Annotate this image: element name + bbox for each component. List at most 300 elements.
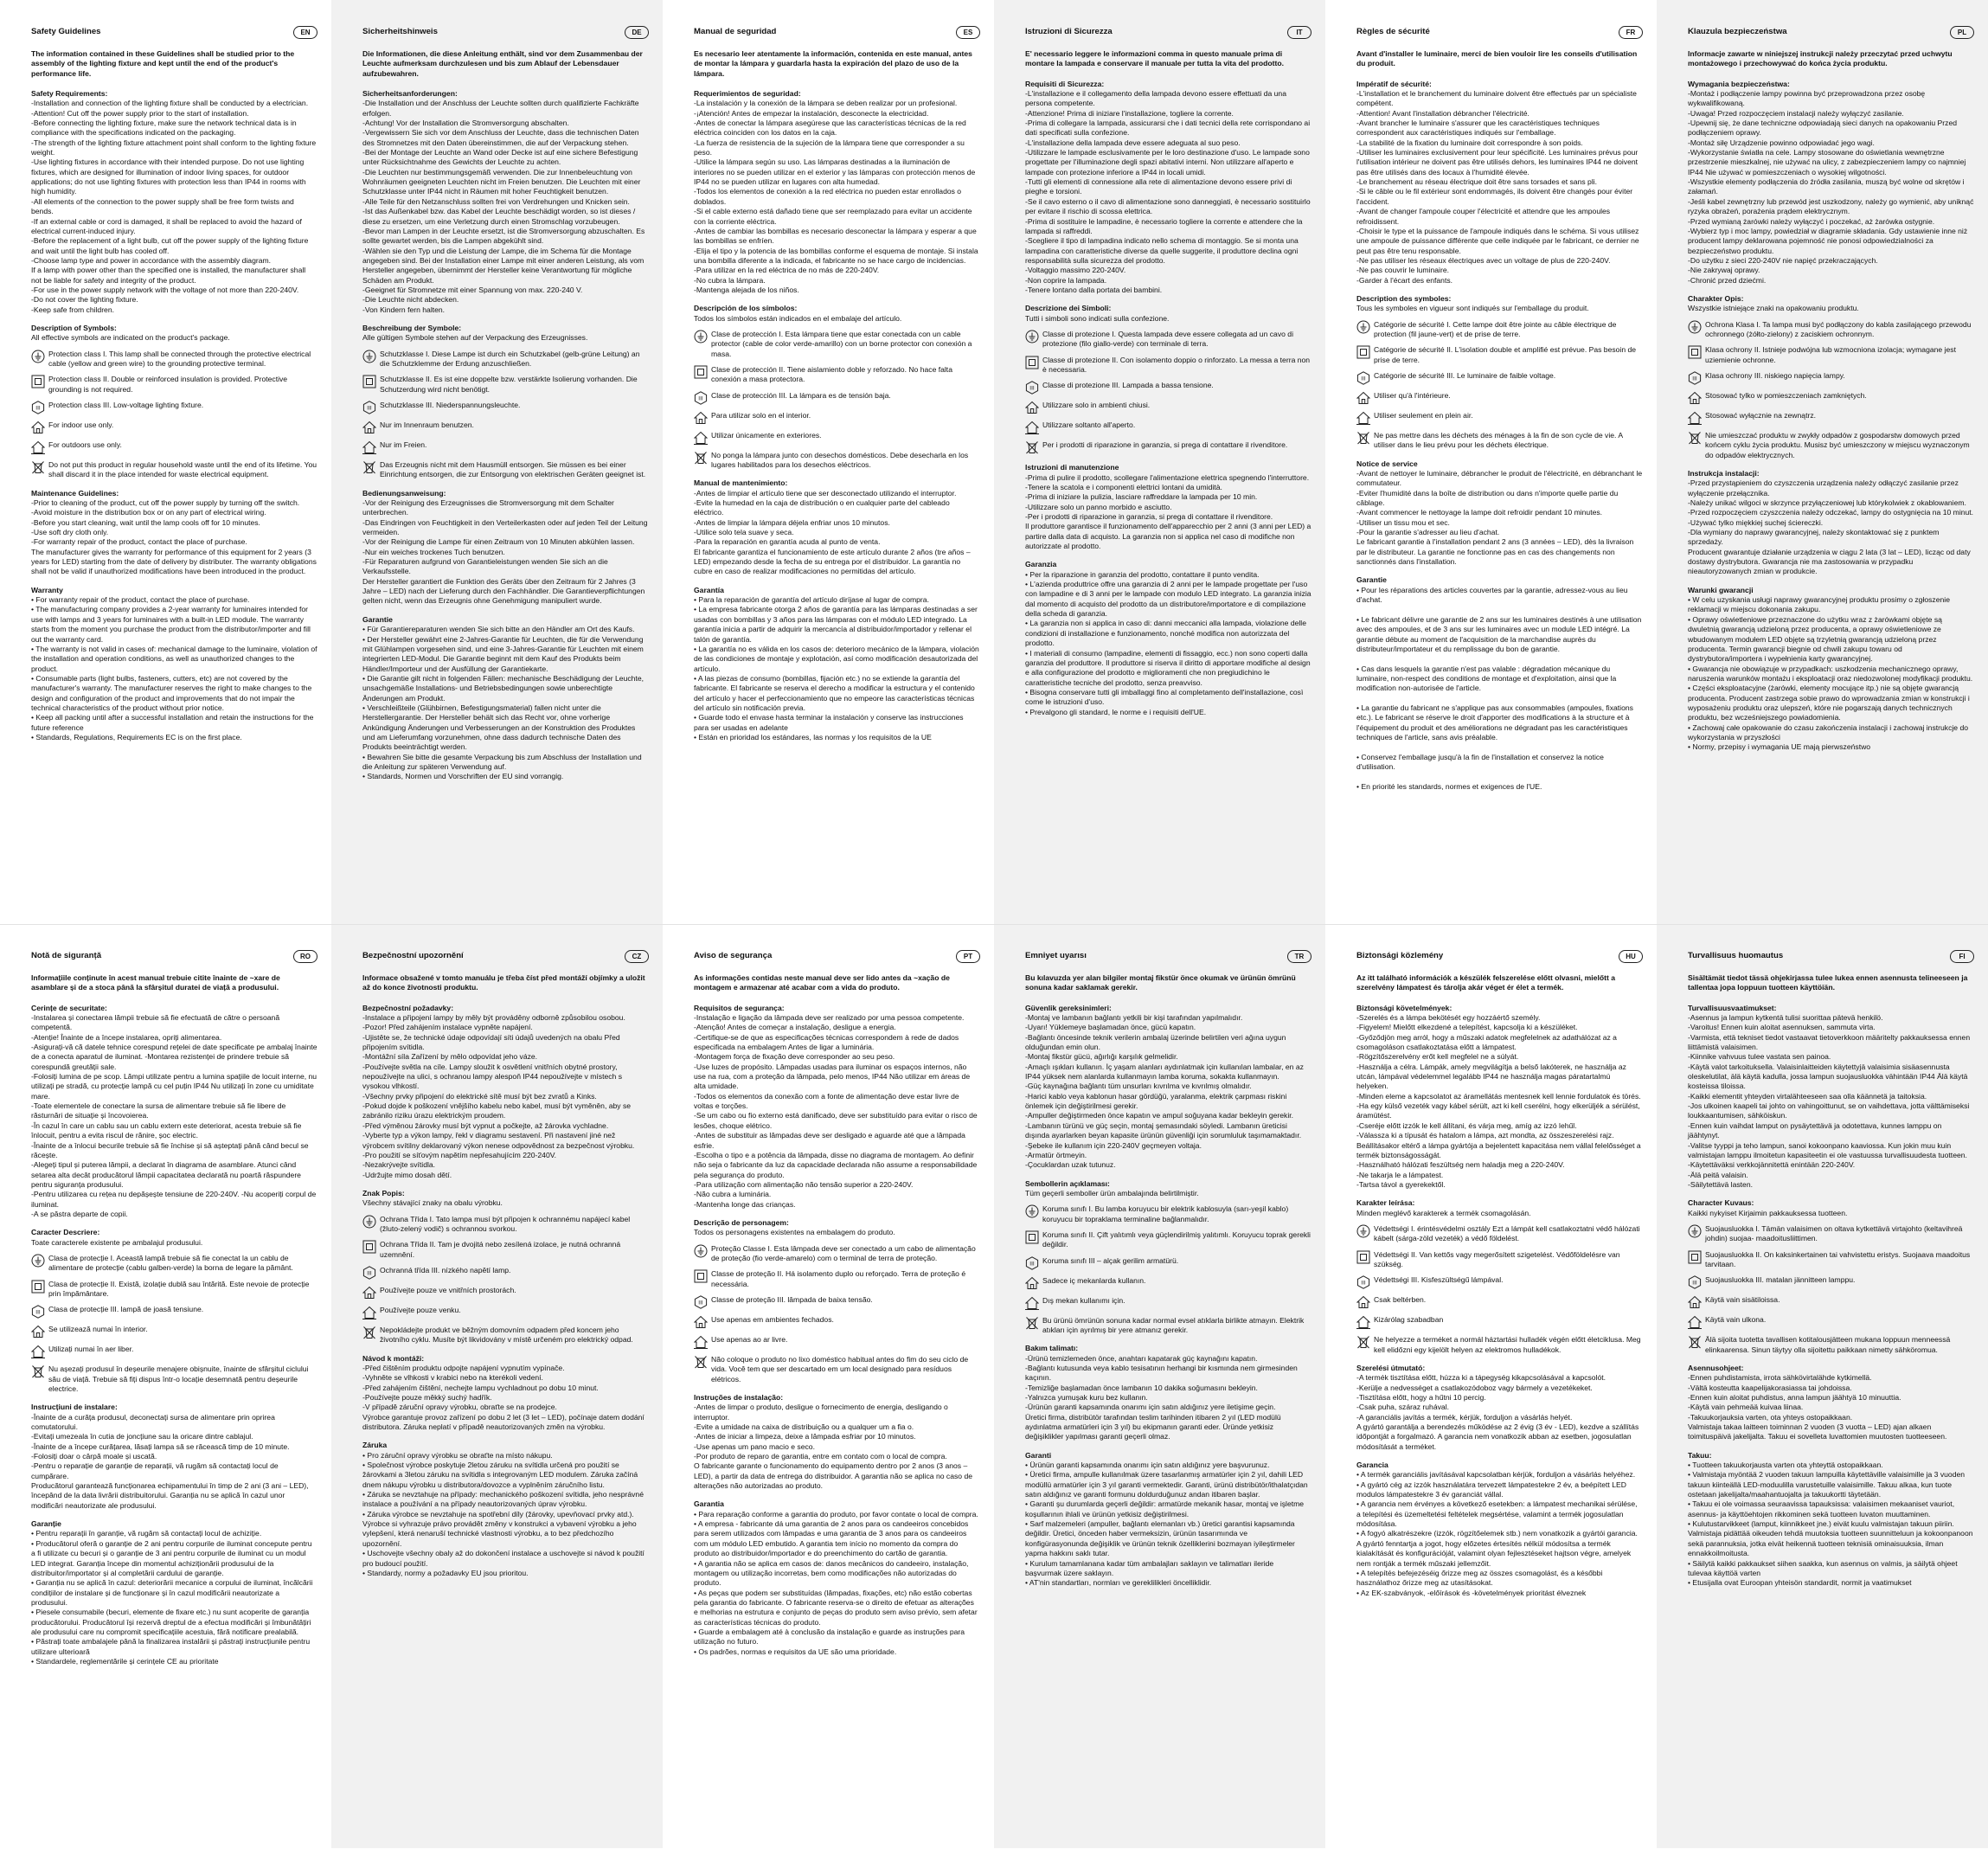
crossed-bin-icon (362, 460, 376, 474)
symbol-row (31, 401, 317, 414)
symbol-description: Nur im Innenraum benutzen. (380, 421, 474, 429)
section-heading: Safety Requirements: (31, 89, 108, 99)
outdoor-house-icon (362, 440, 376, 454)
class-1-icon (694, 330, 708, 343)
symbol-description: Používejte pouze ve vnitřních prostorách. (380, 1285, 516, 1294)
class-3-icon (362, 1266, 376, 1280)
section-heading: Cerințe de securitate: (31, 1003, 107, 1012)
crossed-bin-icon (1688, 1335, 1702, 1349)
symbol-description: Kizárólag szabadban (1374, 1315, 1444, 1325)
section-text: -Przed przystąpieniem do czyszczenia urządzenia należy odłączyć zasilanie przez wyłączenie przełącznika. -Należy unikać wilgoci w skrzynce przyłączeniowej lub którykolwiek z okablowaniem. -Przed rozpoczęciem czyszczenia należy odczekać, lampy do ostygnięcia na 10 minut. -Używać tylko miękkiej suchej ściereczki. -Dla wymiany do naprawy gwarancyjnej, należy skontaktować się z punktem sprzedaży. Producent gwarantuje działanie urządzenia w ciągu 2 lata (3 lat – LED), licząc od daty dostawy dystrybutora. Gwarancja nie ma zastosowania w przypadku nieautoryzowanych zmian w produkcie. (1688, 478, 1974, 576)
symbol-row (362, 350, 649, 369)
symbol-description: Bu ürünü ömrünün sonuna kadar normal evsel atıklarla birlikte atmayın. Elektrik atıkları için ayrılmış bir yere atmanız gerekir. (1042, 1315, 1305, 1334)
section-heading: Takuu: (1688, 1450, 1712, 1460)
symbol-row (1688, 1275, 1974, 1289)
class-1-icon (1356, 320, 1370, 334)
section-heading: Wymagania bezpieczeństwa: (1688, 79, 1790, 88)
bottom-row (0, 924, 1988, 1848)
outdoor-house-icon (1688, 411, 1702, 425)
section-text: -Antes de limpar o produto, desligue o fornecimento de energia, desligando o interruptor. -Evite a umidade na caixa de distribuição ou a qualquer um a fia o. -Antes de iniciar a limpeza, deixe a lâmpada esfriar por 10 minutos. -Use apenas um pano macio e seco. -Por produto de reparo de garantia, entre em contato com o local de compra. O fabricante garante o funcionamento do equipamento dentro por 2 anos (3 anos – LED), a partir da data de entrega do distribuidor. A garantia não se aplica no caso de alterações não autorizadas ao produto. (694, 1403, 973, 1491)
symbol-description: Klasa ochrony II. Istnieje podwójna lub wzmocniona izolacja; wymagane jest uziemienie ochronne. (1705, 345, 1956, 364)
symbol-row (1025, 421, 1311, 434)
maintenance-warranty-block (1688, 469, 1974, 753)
intro-text: Az itt található információk a készülék felszerelése előtt olvasni, mielőtt a szerelvény lámpatest és tárolja akár véget ér élet a termék. (1356, 973, 1615, 992)
symbol-description: Classe di protezione III. Lampada a bassa tensione. (1042, 381, 1214, 390)
column-title: Aviso de segurança (694, 951, 773, 961)
column-header (31, 26, 317, 39)
section-heading: Requisitos de segurança: (694, 1003, 785, 1012)
section-heading: Istruzioni di manutenzione (1025, 463, 1119, 472)
symbol-row (1688, 1250, 1974, 1270)
class-3-icon (694, 1295, 708, 1309)
symbol-description: Não coloque o produto no lixo doméstico habitual antes do fim do seu ciclo de vida. Você tem que ser descartado em um local designado para resíduos elétricos. (711, 1354, 969, 1384)
symbol-row (1356, 320, 1643, 340)
section-text: -Antes de limpiar el artículo tiene que ser desconectado utilizando el interruptor. -Evite la humedad en la caja de distribución o en cualquier parte del cableado eléctrico. -Antes de limpiar la lámpara déjela enfriar unos 10 minutos. -Utilice solo tela suave y seca. -Para la reparación en garantía acuda al punto de venta. El fabricante garantiza el funcionamiento de este artículo durante 2 años (tre años – LED) empezando desde la fecha de su entrega por el distribuidor. La garantía no cubre en caso de realizar modificaciones no permitidas del artículo. (694, 488, 971, 576)
outdoor-house-icon (31, 1345, 45, 1358)
section-text: Alle gültigen Symbole stehen auf der Verpackung des Erzeugnisses. (362, 333, 588, 343)
symbol-row (1356, 1315, 1643, 1329)
language-badge: CZ (625, 950, 649, 963)
column-title: Safety Guidelines (31, 27, 101, 37)
section-text: • Para reparação conforme a garantia do produto, por favor contate o local de compra. • A empresa - fabricante dá uma garantia de 2 anos para os candeeiros concebidos para serem utilizados com lâmpadas e uma garantia de 3 anos para os candeeiros com um módulo LED embutido. A garantia tem início no momento da compra do produto ao distribuidor/importador e do preenchimento do cartão de garantia. • A garantia não se aplica em casos de: danos mecânicos do candeeiro, instalação, montagem ou utilização incorretas, bem como modificações não autorizadas do produto. • As peças que podem ser substituídas (lâmpadas, fixações, etc) não estão cobertas pela garantia do fabricante. O fabricante reserva-se o direito de efetuar as alterações e melhorias na estrutura e conjunto de peças do produto sem aviso prévio, sem afetar as características técnicas do produto. • Guarde a embalagem até à conclusão da instalação e guarde as instruções para utilização no futuro. • Os padrões, normas e requisitos da UE são uma prioridade. (694, 1509, 978, 1656)
outdoor-house-icon (31, 440, 45, 454)
class-1-icon (1025, 330, 1039, 343)
language-column-cz (331, 924, 663, 1848)
column-header (694, 26, 980, 39)
section-heading: Znak Popis: (362, 1188, 405, 1197)
symbol-description: Nur im Freien. (380, 440, 427, 449)
symbol-row (694, 411, 980, 425)
class-1-icon (31, 1254, 45, 1268)
column-header (1356, 950, 1643, 963)
symbol-row (31, 1325, 317, 1339)
intro-text: As informações contidas neste manual deve ser lido antes da ~xação de montagem e armazenar até acabar com a vida do produto. (694, 973, 950, 992)
svg-text:III: III (367, 405, 372, 412)
section-text: -Înainte de a curăța produsul, deconectați sursa de alimentare prin oprirea comutatorului. -Evitați umezeala în cutia de joncțiune sau la oricare dintre cablajul. -Înainte de a începe curățarea, lăsați lampa să se răcească timp de 10 minute. -Folosiți doar o cârpă moale și uscată. -Pentru o reparație de garanție de reparații, vă rugăm să contactați locul de cumpărare. Producătorul garantează funcționarea echipamentului în timp de 2 ani (3 ani – LED), începând de la data livrării distribuitorului. Garanția nu se aplică în cazul unor modificări neautorizate ale produsului. (31, 1412, 309, 1510)
section-text: -Installation and connection of the lighting fixture shall be conducted by a electrician. -Attention! Cut off the power supply prior to the start of installation. -Before connecting the lighting fixture, make sure the network technical data is in compliance with the specifications indicated on the packaging. -The strength of the lighting fixture attachment point shall conform to the lighting fixture weight. -Use lighting fixtures in accordance with their intended purpose. Do not use lighting fixtures, which are designed for illumination of indoor living spaces, for outdoor applications; do not use lighting fixtures with protection less than IP44 in rooms with high humidity. -All elements of the connection to the power supply shall be free form twists and bends. -If an external cable or cord is damaged, it shall be replaced to avoid the hazard of electrical current-induced injury. -Before the replacement of a light bulb, cut off the power supply of the lighting fixture and wait until the light bulb has cooled off. -Choose lamp type and power in accordance with the assembly diagram. If a lamp with power other than the specified one is installed, the manufacturer shall not be liable for safety and integrity of the product. -For use in the power supply network with the voltage of not more than 220-240V. -Do not cover the lighting fixture. -Keep safe from children. (31, 99, 317, 314)
section-text: -A termék tisztítása előtt, húzza ki a tápegység kikapcsolásával a kapcsolót. -Kerülje a nedvességet a csatlakozódoboz vagy bármely a vezetékeket. -Tisztítása előtt, hogy a hűtni 10 percig. -Csak puha, száraz ruhával. -A garanciális javítás a termék, kérjük, forduljon a vásárlás helyét. A gyártó garantálja a berendezés működése az 2 évig (3 év - LED), kezdve a szállítás időpontját a forgalmazó. A garancia nem vonatkozik abban az esetben, jogosulatlan módosítását a terméket. (1356, 1373, 1639, 1451)
symbol-description: Classe de proteção II. Há isolamento duplo ou reforçado. Terra de proteção é necessária. (711, 1269, 966, 1288)
class-3-icon (31, 1305, 45, 1319)
language-badge: ES (956, 26, 980, 39)
requirements-block (31, 1004, 317, 1248)
symbol-description: For indoor use only. (48, 421, 114, 429)
symbol-row (31, 1280, 317, 1300)
symbol-row (1688, 1315, 1974, 1329)
symbol-description: Utiliser qu'à l'intérieure. (1374, 390, 1451, 400)
maintenance-warranty-block (1356, 459, 1643, 792)
column-title: Règles de sécurité (1356, 27, 1430, 37)
symbol-description: Classe de proteção III. lâmpada de baixa tensão. (711, 1294, 873, 1304)
symbol-description: Védettségi I. érintésvédelmi osztály Ezt a lámpát kell csatlakoztatni védő hálózati kábelt (sárga-zöld vezeték) a védő földelést. (1374, 1223, 1640, 1243)
symbol-row (1356, 1335, 1643, 1355)
section-heading: Bedienungsanweisung: (362, 488, 446, 498)
symbol-list (362, 350, 649, 480)
section-text: -Montaż i podłączenie lampy powinna być przeprowadzona przez osobę wykwalifikowaną. -Uwaga! Przed rozpoczęciem instalacji należy wyłączyć zasilanie. -Upewnij się, że dane techniczne odpowiadają sieci danych na opakowaniu Przed podłączeniem oprawy. -Montaż siłę Urządzenie powinno odpowiadać jego wagi. -Wykorzystanie światła na cele. Lampy stosowane do oświetlania wewnętrzne przestrzenie mieszkalnej, nie używać na ulicy, z zabezpieczeniem lampy co najmniej IP44 Nie używać w pomieszczeniach o wysokiej wilgotności. -Wszystkie elementy podłączenia do źródła zasilania, muszą być wolne od skrętów i załamań. -Jeśli kabel zewnętrzny lub przewód jest uszkodzony, należy go wymienić, aby uniknąć ryzyka obrażeń, porażenia prądem elektrycznym. -Przed wymianą żarówki należy wyłączyć i poczekać, aż żarówka ostygnie. -Wybierz typ i moc lampy, powiedział w diagramie składania. Gdy ustawienie inne niż producent lampy deklarowana pojemność nie ponosi odpowiedzialności za bezpieczeństwo produktu. -Do użytku z sieci 220-240V nie napięć przekraczających. -Nie zakrywaj oprawy. -Chronić przed dziećmi. (1688, 89, 1974, 285)
symbol-row (694, 1335, 980, 1349)
outdoor-house-icon (1356, 411, 1370, 425)
symbol-description: Suojausluokka II. On kaksinkertainen tai vahvistettu eristys. Suojaava maadoitus tarvitaan. (1705, 1249, 1971, 1268)
symbol-description: Se utilizează numai în interior. (48, 1325, 148, 1334)
symbol-list (1025, 330, 1311, 454)
crossed-bin-icon (1025, 1316, 1039, 1330)
column-header (1688, 26, 1974, 39)
svg-text:III: III (1361, 376, 1366, 382)
symbol-row (1025, 401, 1311, 414)
symbol-row (1688, 431, 1974, 460)
indoor-house-icon (31, 1325, 45, 1339)
class-3-icon (694, 391, 708, 405)
symbol-description: No ponga la lámpara junto con desechos domésticos. Debe desecharla en los lugares habilitados para los desechos eléctricos. (711, 450, 969, 469)
section-text: • Pro záruční opravy výrobku se obraťte na místo nákupu. • Společnost výrobce poskytuje 2letou záruku na svítidla určená pro použití se žárovkami a 3letou záruku na svítidla s integrovaným LED modulem. Záruka začíná dnem nákupu výrobku u distributora/dovozce a vyplněním záručního listu. • Záruka se nevztahuje na případy: mechanického poškození svítidla, jeho nesprávné instalace a používání a na případy neautorizovaných úprav výrobku. • Záruka výrobce se nevztahuje na spotřební díly (žárovky, upevňovací prvky atd.). Výrobce si vyhrazuje právo provádět změny v konstrukci a vybavení výrobku a jeho vylepšení, která nenaruší technické vlastnosti výrobku, a to bez předchozího upozornění. • Uschovejte všechny obaly až do dokončení instalace a uschovejte si návod k použití pro budoucí použití. • Standardy, normy a požadavky EU jsou prioritou. (362, 1450, 644, 1577)
outdoor-house-icon (362, 1306, 376, 1319)
class-3-icon (1356, 371, 1370, 385)
language-column-pt (663, 924, 994, 1848)
section-text: • W celu uzyskania usługi naprawy gwarancyjnej produktu prosimy o zgłoszenie reklamacji w miejscu dokonania zakupu. • Oprawy oświetleniowe przeznaczone do użytku wraz z żarówkami objęte są dwuletnią gwarancją udzieloną przez producenta, a oprawy oświetleniowe ze wbudowanym modułem LED objęte są trzyletnią gwarancją udzieloną przez producenta. Termin gwarancji biegnie od chwili zakupu towaru od dystrybutora/importera i wypełnienia karty gwarancyjnej. • Gwarancja nie obowiązuje w przypadkach: uszkodzenia mechanicznego oprawy, naruszenia warunków montażu i eksploatacji oraz niedozwolonej modyfikacji produktu. • Części eksploatacyjne (żarówki, elementy mocujące itp.) nie są objęte gwarancją producenta. Producent zastrzega sobie prawo do wprowadzania zmian w konstrukcji i wyposażeniu produktu oraz ulepszeń, które nie pogarszają danych technicznych produktu, bez wcześniejszego powiadomienia. • Zachowaj całe opakowanie do czasu zakończenia instalacji i zachowaj instrukcje do wykorzystania w przyszłości • Normy, przepisy i wymagania UE mają pierwszeństwo (1688, 595, 1973, 752)
symbol-list (1025, 1204, 1311, 1335)
section-text: • Per la riparazione in garanzia del prodotto, contattare il punto vendita. • L'azienda produttrice offre una garanzia di 2 anni per le lampade progettate per l'uso con lampadine e di 3 anni per le lampade con modulo LED integrato. La garanzia inizia dal momento di acquisto del prodotto da un distributore/importatore e di compilazione della scheda di garanzia. • La garanzia non si applica in caso di: danni meccanici alla lampada, violazione delle condizioni di installazione e funzionamento, nonché modifica non autorizzata del prodotto. • I materiali di consumo (lampadine, elementi di fissaggio, ecc.) non sono coperti dalla garanzia del produttore. Il produttore si riserva il diritto di apportare modifiche al design e alla configurazione del prodotto e miglioramenti che non pregiudichino le caratteristiche tecniche del prodotto, senza preavviso. • Bisogna conservare tutti gli imballaggi fino al completamento dell'installazione, così come le istruzioni d'uso. • Prevalgono gli standard, le norme e i requisiti dell'UE. (1025, 569, 1311, 716)
column-title: Sicherheitshinweis (362, 27, 438, 37)
class-2-icon (694, 365, 708, 379)
crossed-bin-icon (694, 1355, 708, 1369)
maintenance-warranty-block (694, 1393, 980, 1657)
symbol-row (694, 1355, 980, 1384)
symbol-row (694, 431, 980, 445)
section-heading: Bezpečnostní požadavky: (362, 1003, 454, 1012)
svg-text:III: III (35, 405, 41, 412)
symbol-row (1356, 1224, 1643, 1244)
symbol-description: Para utilizar solo en el interior. (711, 410, 811, 420)
symbol-row (1356, 371, 1643, 385)
maintenance-warranty-block (31, 1403, 317, 1666)
class-2-icon (1356, 1250, 1370, 1264)
section-heading: Turvallisuusvaatimukset: (1688, 1003, 1777, 1012)
section-text: Todos los símbolos están indicados en el embalaje del artículo. (694, 313, 902, 323)
section-text: -Avant de nettoyer le luminaire, débrancher le produit de l'électricité, en débranchant le commutateur. -Eviter l'humidité dans la boîte de distribution ou dans n'importe quelle partie du câblage. -Avant commencer le nettoyage la lampe doit refroidir pendant 10 minutes. -Utiliser un tissu mou et sec. -Pour la garantie s'adresser au lieu d'achat. Le fabricant garantie à l'installation pendant 2 ans (3 années – LED), dès la livraison par le distributeur. La garantie ne fonctionne pas en cas des changements non sanctionnés dans l'installation. (1356, 469, 1643, 567)
crossed-bin-icon (1356, 1335, 1370, 1349)
intro-text: The information contained in these Guidelines shall be studied prior to the assembly of the lighting fixture and kept until the end of the product's performance life. (31, 49, 295, 78)
intro-text: Informațiile conținute în acest manual trebuie citite înainte de ~xare de asamblare și de a stoca până la sfârșitul duratei de viață a produsului. (31, 973, 280, 992)
symbol-list (31, 350, 317, 480)
symbol-description: Suojausluokka I. Tämän valaisimen on oltava kytkettävä virtajohto (keltavihreä johdin) suojaa- maadoitusliittimen. (1705, 1223, 1963, 1243)
column-header (1025, 26, 1311, 39)
symbol-row (31, 1254, 317, 1274)
class-2-icon (31, 1280, 45, 1294)
symbol-description: Klasa ochrony III. niskiego napięcia lampy. (1705, 370, 1845, 380)
section-text: -L'installazione e il collegamento della lampada devono essere effettuati da una persona competente. -Attenzione! Prima di iniziare l'installazione, togliere la corrente. -Prima di collegare la lampada, assicurarsi che i dati tecnici della rete corrispondano ai dati specificati sulla confezione. -L'installazione della lampada deve essere adeguata al suo peso. -Utilizzare le lampade esclusivamente per le loro destinazione d'uso. Le lampade sono progettate per l'illuminazione degli spazi abitativi interni. Non utilizzare all'aperto e lampade con protezione inferiore a IP44 in locali umidi. -Tutti gli elementi di connessione alla rete di alimentazione devono essere privi di pieghe e torsioni. -Se il cavo esterno o il cavo di alimentazione sono danneggiati, è necessario sostituirlo per evitare il rischio di scossa elettrica. -Prima di sostituire le lampadine, è necessario togliere la corrente e attendere che la lampada si raffreddi. -Scegliere il tipo di lampadina indicato nello schema di montaggio. Se si monta una lampadina con caratteristiche diverse da quelle suggerite, il produttore declina ogni responsabilità sulla sicurezza del prodotto. -Voltaggio massimo 220-240V. -Non coprire la lampada. -Tenere lontano dalla portata dei bambini. (1025, 89, 1311, 294)
symbol-description: Utilizzare solo in ambienti chiusi. (1042, 401, 1151, 410)
symbol-description: Protection class III. Low-voltage lighting fixture. (48, 401, 204, 409)
column-header (362, 26, 649, 39)
section-text: -Ürünü temizlemeden önce, anahtarı kapatarak güç kaynağını kapatın. -Bağlantı kutusunda veya kablo tesisatının herhangi bir kısmında nem girmesinden kaçının. -Temizliğe başlamadan önce lambanın 10 dakika soğumasını bekleyin. -Yalnızca yumuşak kuru bez kullanın. -Ürünün garanti kapsamında onarımı için satın aldığınız yere iletişime geçin. Üretici firma, distribütör tarafından teslim tarihinden itibaren 2 yıl (LED modülü aydınlatma armatürleri için 3 yıl) bu ekipmanın garanti eder. Üründe yetkisiz değişiklikler yapılması garanti geçerli olmaz. (1025, 1353, 1298, 1441)
section-heading: Instrukcja instalacji: (1688, 469, 1760, 478)
section-heading: Garanti (1025, 1450, 1052, 1460)
symbol-row (362, 401, 649, 414)
section-text: • Pentru reparații în garanție, vă rugăm să contactați locul de achiziție. • Producătorul oferă o garanție de 2 ani pentru corpurile de iluminat concepute pentru a fi utilizate cu becuri și o garanție de 3 ani pentru corpurile de iluminat cu un modul LED integrat. Garanția începe din momentul achiziționării produsului de la distribuitor/importator și al completării cardului de garanție. • Garanția nu se aplică în cazul: deteriorării mecanice a corpului de iluminat, încălcării condițiilor de instalare și de funcționare și în cazul modificării neautorizate a produsului. • Piesele consumabile (becuri, elemente de fixare etc.) nu sunt acoperite de garanția producătorului. Producătorul își rezervă dreptul de a efectua modificări și îmbunătățiri ale produsului care nu compromit specificațiile acestuia, fără notificare prealabilă. • Păstrați toate ambalajele până la finalizarea instalării și păstrați instrucțiunile pentru utilizare ulterioară • Standardele, reglementările și cerințele CE au prioritate (31, 1529, 313, 1666)
symbol-description: Protection class I. This lamp shall be connected through the protective electrical cable (yellow and green wire) to the grounding protective terminal. (48, 349, 311, 368)
maintenance-warranty-block (1025, 1344, 1311, 1588)
column-header (694, 950, 980, 963)
requirements-block (694, 1004, 980, 1238)
symbol-row (362, 440, 649, 454)
symbol-row (1688, 320, 1974, 340)
symbol-row (1688, 1224, 1974, 1244)
symbol-row (362, 1326, 649, 1345)
language-column-pl (1657, 0, 1988, 924)
section-heading: Garantia (694, 1499, 724, 1509)
class-2-icon (362, 1240, 376, 1254)
language-badge: FI (1950, 950, 1974, 963)
class-3-icon (1025, 1256, 1039, 1270)
symbol-row (362, 1266, 649, 1280)
section-heading: Garanzia (1025, 560, 1057, 569)
intro-text: Es necesario leer atentamente la información, contenida en este manual, antes de montar la lámpara y guardarla hasta la expiración del plazo de uso de la lámpara. (694, 49, 972, 78)
indoor-house-icon (362, 1286, 376, 1300)
indoor-house-icon (1025, 401, 1039, 414)
symbol-description: Käytä vain sisätiloissa. (1705, 1295, 1780, 1305)
class-1-icon (362, 350, 376, 363)
requirements-block (362, 89, 649, 343)
section-text: Tüm geçerli semboller ürün ambalajında belirtilmiştir. (1025, 1188, 1199, 1197)
symbol-description: Clasa de protecție II. Există, izolație dublă sau întărită. Este nevoie de protecție prin împământare. (48, 1279, 310, 1298)
language-badge: IT (1287, 26, 1311, 39)
class-1-icon (1356, 1224, 1370, 1238)
requirements-block (1688, 80, 1974, 314)
section-text: -Asennus ja lampun kytkentä tulisi suorittaa pätevä henkilö. -Varoitus! Ennen kuin aloitat asennuksen, sammuta virta. -Varmista, että tekniset tiedot vastaavat tietoverkkoon määritelty pakkauksessa ennen liittämistä valaisimen. -Kiinnike vahvuus tulee vastata sen painoa. -Käytä valot tarkoituksella. Valaisinlaitteiden käytettyjä valaisimia sisäasennusta oleskelutilat, älä käytä kadulla, jossa lampun suojausluokka vähintään IP44 Älä käytä kosteissa tiloissa. -Kaikki elementit yhteyden virtalähteeseen saa olla käännetä ja taitoksia. -Jos ulkoinen kaapeli tai johto on vahingoittunut, se on vaihdettava, jotta välttämiseksi loukkaantumisen, sähköiskun. -Ennen kuin vaihdat lamput on pysäytettävä ja odotettava, kunnes lamppu on jäähtynyt. -Valitse tyyppi ja teho lampun, sanoi kokoonpano kaaviossa. Kun jokin muu kuin valmistajan lamppu ilmoitetun kapasiteetin ei ole vastuussa turvallisuudesta tuotteen. -Käytettäväksi verkkojännitettä enintään 220-240V. -Älä peitä valaisin. -Säilytettävä lasten. (1688, 1013, 1971, 1189)
top-row (0, 0, 1988, 924)
intro-text: Bu kılavuzda yer alan bilgiler montaj fikstür önce okumak ve ürünün ömrünü sonuna kadar saklamak gerekir. (1025, 973, 1296, 992)
symbol-description: Do not put this product in regular household waste until the end of its lifetime. You shall discard it in the place intended for waste electrical equipment. (48, 460, 317, 479)
section-text: Toate caracterele existente pe ambalajul produsului. (31, 1237, 203, 1247)
symbol-description: Koruma sınıfı III – alçak gerilim armatürü. (1042, 1255, 1179, 1265)
svg-text:III: III (1361, 1280, 1366, 1287)
symbol-row (362, 460, 649, 480)
symbol-description: Ochrana Třída II. Tam je dvojitá nebo zesílená izolace, je nutná ochranná uzemnění. (380, 1240, 621, 1259)
symbol-row (1025, 1230, 1311, 1250)
column-header (31, 950, 317, 963)
symbol-description: Classe di protezione I. Questa lampada deve essere collegata ad un cavo di protezione (filo giallo-verde) con terminale di terra. (1042, 329, 1293, 349)
language-badge: RO (293, 950, 317, 963)
class-3-icon (362, 401, 376, 414)
symbol-description: Catégorie de sécurité II. L'isolation double et amplifié est prévue. Pas besoin de prise de terre. (1374, 345, 1637, 364)
class-2-icon (1356, 345, 1370, 359)
symbol-description: Käytä vain ulkona. (1705, 1315, 1767, 1325)
section-heading: Beschreibung der Symbole: (362, 323, 462, 332)
symbol-row (1025, 381, 1311, 395)
column-title: Notă de siguranță (31, 951, 102, 961)
language-column-en (0, 0, 331, 924)
symbol-description: Clase de protección II. Tiene aislamiento doble y reforzado. No hace falta conexión a masa protectora. (711, 364, 952, 384)
symbol-description: Suojausluokka III. matalan jännitteen lamppu. (1705, 1275, 1856, 1285)
section-heading: Descrizione dei Simboli: (1025, 304, 1112, 313)
section-heading: Charakter Opis: (1688, 293, 1744, 303)
intro-text: Informace obsažené v tomto manuálu je třeba číst před montáží objímky a uložit až do konce životnosti produktu. (362, 973, 645, 992)
section-heading: Bakım talimatı: (1025, 1344, 1079, 1353)
class-2-icon (1688, 1250, 1702, 1264)
intro-text: Die Informationen, die diese Anleitung enthält, sind vor dem Zusammenbau der Leuchte aufmerksam durchzulesen und bis zum Ablauf der Lebensdauer aufzubewahren. (362, 49, 643, 78)
symbol-description: Classe di protezione II. Con isolamento doppio o rinforzato. La messa a terra non è necessaria. (1042, 355, 1311, 374)
section-text: • Para la reparación de garantía del artículo diríjase al lugar de compra. • La empresa fabricante otorga 2 años de garantía para las lámparas destinadas a ser usadas con bombillas y 3 años para las lámparas con el módulo LED integrado. La garantía inicia a partir de adquirir la mercancía al distribuidor/importador y rellenar el talón de garantía. • La garantía no es válida en los casos de: deterioro mecánico de la lámpara, violación de las condiciones de montaje y explotación, así como modificación desautorizada del artículo. • A las piezas de consumo (bombillas, fijación etc.) no se extiende la garantía del fabricante. El fabricante se reserva el derecho a modificar la estructura y el contenido del artículo y hacer el perfeccionamiento que no empeore las características técnicas del artículo sin notificación previa. • Guarde todo el envase hasta terminar la instalación y conserve las instrucciones para ser usadas en adelante • Están en prioridad los estándares, las normas y los requisitos de la UE (694, 595, 979, 742)
section-text: Tutti i simboli sono indicati sulla confezione. (1025, 313, 1170, 323)
symbol-description: For outdoors use only. (48, 440, 122, 449)
symbol-row (694, 1244, 980, 1264)
symbol-list (31, 1254, 317, 1394)
requirements-block (1025, 80, 1311, 324)
symbol-row (1025, 356, 1311, 376)
symbol-row (1356, 1295, 1643, 1309)
language-badge: DE (625, 26, 649, 39)
symbol-description: Utilizați numai în aer liber. (48, 1345, 134, 1354)
section-heading: Güvenlik gereksinimleri: (1025, 1003, 1112, 1012)
section-heading: Biztonsági követelmények: (1356, 1003, 1453, 1012)
maintenance-warranty-block (1688, 1364, 1974, 1589)
requirements-block (1025, 1004, 1311, 1199)
symbol-description: Utilizzare soltanto all'aperto. (1042, 421, 1136, 430)
section-heading: Requisiti di Sicurezza: (1025, 79, 1105, 88)
symbol-description: Dış mekan kullanımı için. (1042, 1295, 1125, 1305)
symbol-row (1688, 1295, 1974, 1309)
symbol-row (31, 375, 317, 395)
symbol-list (1688, 1224, 1974, 1355)
symbol-description: Clasa de protecție I. Această lampă trebuie să fie conectat la un cablu de alimentare de protecție (cablu galben-verde) la borna de legare la pământ. (48, 1253, 293, 1273)
section-text: • A termék garanciális javításával kapcsolatban kérjük, forduljon a vásárlás helyéhez. • A gyártó cég az izzók használatára tervezett lámpatestekre 2 év, a beépített LED modulos lámpatestekre 3 év garanciát vállal. • A garancia nem érvényes a következő esetekben: a lámpatest mechanikai sérülése, a telepítési és üzemeltetési feltételek megsértése, valamint a termék jogosulatlan módosítása. • A fogyó alkatrészekre (izzók, rögzítőelemek stb.) nem vonatkozik a gyártói garancia. A gyártó fenntartja a jogot, hogy előzetes értesítés nélkül módosítsa a termék kialakítását és konfigurációját, valamint olyan fejlesztéseket hajtson végre, amelyek nem rontják a termék műszaki jellemzőit. • A telepítés befejezéséig őrizze meg az összes csomagolást, és a későbbi használathoz őrizze meg az utasításokat. • Az EK-szabványok, -előírások és -követelmények prioritást élveznek (1356, 1470, 1638, 1597)
indoor-house-icon (1356, 391, 1370, 405)
section-heading: Description des symboles: (1356, 293, 1452, 303)
intro-text: Avant d'installer le luminaire, merci de bien vouloir lire les conseils d'utilisation du produit. (1356, 49, 1638, 68)
symbol-description: Koruma sınıfı I. Bu lamba koruyucu bir elektrik kablosuyla (sarı-yeşil kablo) koruyucu bir topraklama terminaline bağlanmalıdır. (1042, 1204, 1289, 1223)
section-heading: Asennusohjeet: (1688, 1363, 1744, 1372)
symbol-row (1356, 1250, 1643, 1270)
symbol-description: Utiliser seulement en plein air. (1374, 410, 1473, 420)
section-heading: Description of Symbols: (31, 323, 117, 332)
class-1-icon (31, 350, 45, 363)
symbol-row (31, 440, 317, 454)
outdoor-house-icon (1688, 1315, 1702, 1329)
language-column-fr (1325, 0, 1657, 924)
symbol-row (1025, 1256, 1311, 1270)
indoor-house-icon (694, 411, 708, 425)
section-text: • Tuotteen takuukorjausta varten ota yhteyttä ostopaikkaan. • Valmistaja myöntää 2 vuoden takuun lampuilla käytettäville valaisimille ja 3 vuoden takuun kiinteällä LED-moduulilla varustetuille valaisimille. Takuu alkaa, kun tuote ostetaan jakelijalta/maahantuojalta ja takuukortti täytetään. • Takuu ei ole voimassa seuraavissa tapauksissa: valaisimen mekaaniset vauriot, asennus- ja käyttöehtojen rikkominen sekä tuotteen luvaton muuttaminen. • Kulutustarvikkeet (lamput, kiinnikkeet jne.) eivät kuulu valmistajan takuun piiriin. Valmistaja pidättää oikeuden tehdä muutoksia tuotteen suunnitteluun ja kokoonpanoon sekä parannuksia, jotka eivät heikennä tuotteen teknisiä ominaisuuksia, ilman ennakkoilmoitusta. • Säilytä kaikki pakkaukset siihen saakka, kun asennus on valmis, ja säilytä ohjeet tulevaa käyttöä varten • Etusijalla ovat Euroopan yhteisön standardit, normit ja vaatimukset (1688, 1461, 1973, 1588)
language-column-ro (0, 924, 331, 1848)
class-2-icon (1688, 345, 1702, 359)
symbol-row (1025, 1296, 1311, 1310)
crossed-bin-icon (1688, 431, 1702, 445)
section-text: -Szerelés és a lámpa bekötését egy hozzáértő személy. -Figyelem! Mielőtt elkezdené a telepítést, kapcsolja ki a készüléket. -Győződjön meg arról, hogy a műszaki adatok megfelelnek az adathálózat az a csomagoláson csatlakoztatása előtt a lámpatest. -Rögzítőszerelvény erőt kell megfelel ne a súlyát. -Használja a célra. Lámpák, amely megvilágítja a belső lakóterek, ne használja az utcán, lámpával védelemmel legalább IP44 ne használja magas páratartalmú helyeken. -Minden eleme a kapcsolatot az áramellátás mentesnek kell lennie fordulatok és törés. -Ha egy külső vezeték vagy kábel sérült, azt ki kell cserélni, hogy elkerüljék a sérülést, áramütést. -Cseréje előtt izzók le kell állítani, és várja meg, amíg az izzó lehűl. -Válassza ki a típusát és hatalom a lámpa, azt mondta, az összeszerelési rajz. Beállításakor eltérő a lámpa gyártója a bejelentett kapacitása nem vállal felelősséget a termék biztonságosságát. -Használható hálózati feszültség nem haladja meg a 220-240V. -Ne takarja le a lámpatest. -Tartsa távol a gyerekektől. (1356, 1013, 1641, 1189)
symbol-row (362, 1286, 649, 1300)
symbol-row (1688, 345, 1974, 365)
requirements-block (1356, 1004, 1643, 1218)
symbol-row (362, 421, 649, 434)
symbol-description: Nepokládejte produkt ve běžným domovním odpadem před koncem jeho životního cyklu. Musíte být likvidovány v místě určeném pro elektrický odpad. (380, 1325, 633, 1345)
indoor-house-icon (1688, 391, 1702, 405)
symbol-description: Clasa de protecție III. lampă de joasă tensiune. (48, 1305, 204, 1314)
crossed-bin-icon (31, 460, 45, 474)
column-title: Emniyet uyarısı (1025, 951, 1087, 961)
symbol-row (1356, 411, 1643, 425)
section-text: • Für Garantiereparaturen wenden Sie sich bitte an den Händler am Ort des Kaufs. • Der Hersteller gewährt eine 2-Jahres-Garantie für Leuchten, die für die Verwendung mit Glühlampen vorgesehen sind, und eine 3-Jahres-Garantie für Leuchten mit einem integrierten LED-Modul. Die Garantie beginnt mit dem Kauf des Produkts beim Händler/Importeur und der Ausfüllung der Garantiekarte. • Die Garantie gilt nicht in folgenden Fällen: mechanische Beschädigung der Leuchte, unsachgemäße Installations- und Betriebsbedingungen sowie unberechtigte Änderungen am Produkt. • Verschleißteile (Glühbirnen, Befestigungsmaterial) fallen nicht unter die Herstellergarantie. Der Hersteller behält sich das Recht vor, ohne vorherige Ankündigung Änderungen und Verbesserungen an der Konstruktion des Produktes und am Lieferumfang vorzunehmen, ohne dass dadurch technische Daten des Produkts beeinträchtigt werden. • Bewahren Sie bitte die gesamte Verpackung bis zum Abschluss der Installation und die Anleitung zur späteren Verwendung auf. • Standards, Normen und Vorschriften der EU sind vorrangig. (362, 625, 644, 781)
class-3-icon (1688, 371, 1702, 385)
language-column-it (994, 0, 1325, 924)
symbol-description: Schutzklasse III. Niederspannungsleuchte. (380, 401, 521, 409)
symbol-row (31, 1305, 317, 1319)
symbol-row (1688, 391, 1974, 405)
section-heading: Descripción de los símbolos: (694, 304, 798, 313)
section-text: -Instalação e ligação da lâmpada deve ser realizado por uma pessoa competente. -Atenção! Antes de começar a instalação, desligue a energia. -Certifique-se de que as especificações técnicas correspondem à rede de dados especificada na embalagem Antes de ligar a luminária. -Montagem força de fixação deve corresponder ao seu peso. -Use luzes de propósito. Lâmpadas usadas para iluminar os espaços internos, não use na rua, com a proteção da lâmpada, pelo menos, IP44 Não utilizar em áreas de alta umidade. -Todos os elementos da conexão com a fonte de alimentação deve estar livre de voltas e torções. -Se um cabo ou fio externo está danificado, deve ser substituído para evitar o risco de lesões, choque elétrico. -Antes de substituir as lâmpadas deve ser desligado e aguarde até que a lâmpada esfrie. -Escolha o tipo e a potência da lâmpada, disse no diagrama de montagem. Ao definir não seja o fabricante da luz da capacidade declarada não assume a responsabilidade pela segurança do produto. -Para utilização com alimentação não tensão superior a 220-240V. -Não cubra a luminária. -Mantenha longe das crianças. (694, 1013, 978, 1209)
symbol-list (694, 1244, 980, 1384)
indoor-house-icon (1356, 1295, 1370, 1309)
class-1-icon (362, 1215, 376, 1229)
column-title: Istruzioni di Sicurezza (1025, 27, 1113, 37)
section-text: -Prior to cleaning of the product, cut off the power supply by turning off the switch. -Avoid moisture in the distribution box or on any part of electrical wiring. -Before you start cleaning, wait until the lamp cools off for 10 minutes. -Use soft dry cloth only. -For warranty repair of the product, contact the place of purchase. The manufacturer gives the warranty for performance of this equipment for 2 years (3 years for LED) starting from the date of delivery by distributer. The warranty obligations shall not be valid if unauthorized modifications have been introduced in the product. (31, 498, 317, 576)
symbol-row (31, 1364, 317, 1394)
section-text: -Vor der Reinigung des Erzeugnisses die Stromversorgung mit dem Schalter unterbrechen. -Das Eindringen von Feuchtigkeit in den Verteilerkasten oder auf jeden Teil der Leitung vermeiden. -Vor der Reinigung die Lampe für einen Zeitraum von 10 Minuten abkühlen lassen. -Nur ein weiches trockenes Tuch benutzen. -Für Reparaturen aufgrund von Garantieleistungen wenden Sie sich an die Verkaufsstelle. Der Hersteller garantiert die Funktion des Geräts über den Zeitraum für 2 Jahres (3 Jahre – LED) nach der Lieferung durch den Fachhändler. Die Garantieverpflichtungen gelten nicht, wenn das Erzeugnis ohne Genehmigung manipuliert wurde. (362, 498, 648, 606)
symbol-row (694, 365, 980, 385)
requirements-block (694, 89, 980, 324)
intro-text: Informacje zawarte w niniejszej instrukcji należy przeczytać przed uchwytu montażowego i przechowywać do końca życia produktu. (1688, 49, 1953, 68)
section-heading: Warranty (31, 585, 63, 594)
indoor-house-icon (31, 421, 45, 434)
language-badge: FR (1619, 26, 1643, 39)
section-text: -Montaj ve lambanın bağlantı yetkili bir kişi tarafından yapılmalıdır. -Uyarı! Yüklemeye başlamadan önce, gücü kapatın. -Bağlantı öncesinde teknik verilerin ambalaj üzerinde belirtilen veri ağına uygun olduğundan emin olun. -Montaj fikstür gücü, ağırlığı karşılık gelmelidir. -Amaçlı ışıkları kullanın. İç yaşam alanları aydınlatmak için kullanılan lambalar, en az IP44 yüksek nem alanlarda kullanmayın lamba koruma, sokakta kullanmayın. -Güç kaynağına bağlantı tüm unsurları kıvrılma ve kıvrılmış olmalıdır. -Harici kablo veya kablonun hasar gördüğü, yaralanma, elektrik çarpması riskini önlemek için değiştirilmesi gerekir. -Ampuller değiştirmeden önce kapatın ve ampul soğuyana kadar bekleyin gerekir. -Lambanın türünü ve güç seçin, montaj şemasındaki söyledi. Lambanın üreticisi dışında ayarlarken beyan kapasite ürünün güvenliği için sorumluluk taşımamaktadır. -Şebeke ile kullanım için 220-240V geçmeyen voltaja. -Armatür örtmeyin. -Çocuklardan uzak tutunuz. (1025, 1013, 1304, 1170)
symbol-description: Védettségi III. Kisfeszültségű lámpával. (1374, 1275, 1504, 1285)
class-2-icon (1025, 356, 1039, 369)
symbol-description: Schutzklasse II. Es ist eine doppelte bzw. verstärkte Isolierung vorhanden. Die Schutzerdung wird nicht benötigt. (380, 375, 638, 394)
section-heading: Maintenance Guidelines: (31, 488, 119, 498)
outdoor-house-icon (694, 431, 708, 445)
svg-text:III: III (1692, 376, 1697, 382)
symbol-list (694, 330, 980, 470)
section-heading: Notice de service (1356, 459, 1418, 468)
indoor-house-icon (362, 421, 376, 434)
symbol-row (1356, 345, 1643, 365)
symbol-row (694, 1295, 980, 1309)
symbol-row (1025, 440, 1311, 454)
class-1-icon (1025, 1204, 1039, 1218)
class-3-icon (1025, 381, 1039, 395)
section-text: • Pour les réparations des articles couvertes par la garantie, adressez-vous au lieu d'achat. • Le fabricant délivre une garantie de 2 ans sur les luminaires destinés à une utilisation avec des ampoules, et de 3 ans sur les luminaires avec un module LED intégré. La garantie débute au moment de l'acquisition de la marchandise auprès du distributeur/importateur et du remplissage du bon de garantie. • Cas dans lesquels la garantie n'est pas valable : dégradation mécanique du luminaire, non-respect des conditions de montage et d'exploitation, ainsi que la modification non-autorisée de l'article. • La garantie du fabricant ne s'applique pas aux consommables (ampoules, fixations etc.). Le fabricant se réserve le droit d'apporter des modifications à la structure et à l'équipement du produit et des améliorations ne dégradant pas les caractéristiques techniques de l'article, sans avis préalable. • Conservez l'emballage jusqu'à la fin de l'installation et conservez la notice d'utilisation. • En priorité les standards, normes et exigences de l'UE. (1356, 585, 1642, 791)
symbol-description: Védettségi II. Van kettős vagy megerősített szigetelést. Védőföldelésre van szükség. (1374, 1249, 1620, 1268)
section-heading: Karakter leírása: (1356, 1198, 1415, 1208)
maintenance-warranty-block (1025, 463, 1311, 717)
symbol-row (1356, 391, 1643, 405)
class-1-icon (694, 1244, 708, 1258)
symbol-description: Per i prodotti di riparazione in garanzia, si prega di contattare il rivenditore. (1042, 440, 1288, 450)
class-2-icon (362, 375, 376, 388)
section-heading: Impératif de sécurité: (1356, 79, 1432, 88)
section-heading: Manual de mantenimiento: (694, 478, 788, 488)
symbol-description: Schutzklasse I. Diese Lampe ist durch ein Schutzkabel (gelb-grüne Leitung) an die Schutzklemme der Erdung anzuschließen. (380, 349, 640, 368)
column-title: Manual de seguridad (694, 27, 777, 37)
class-1-icon (1688, 1224, 1702, 1238)
language-badge: EN (293, 26, 317, 39)
indoor-house-icon (1025, 1276, 1039, 1290)
symbol-row (362, 1215, 649, 1235)
svg-text:III: III (367, 1270, 372, 1277)
svg-text:III: III (1692, 1280, 1697, 1287)
symbol-row (1025, 1204, 1311, 1224)
section-heading: Descrição de personagem: (694, 1217, 789, 1227)
symbol-list (1688, 320, 1974, 460)
maintenance-warranty-block (362, 489, 649, 782)
symbol-row (362, 1240, 649, 1260)
outdoor-house-icon (1356, 1315, 1370, 1329)
symbol-row (694, 1269, 980, 1289)
symbol-description: Ne helyezze a terméket a normál háztartási hulladék végén előtt életciklusa. Meg kell elidőzni egy kijelölt helyen az elektromos hulladékok. (1374, 1335, 1641, 1354)
column-header (1356, 26, 1643, 39)
intro-text: Sisältämät tiedot tässä ohjekirjassa tulee lukea ennen asennusta telineeseen ja tallentaa jopa loppuun tuotteen käyttöiän. (1688, 973, 1968, 992)
symbol-row (31, 350, 317, 369)
column-header (1688, 950, 1974, 963)
